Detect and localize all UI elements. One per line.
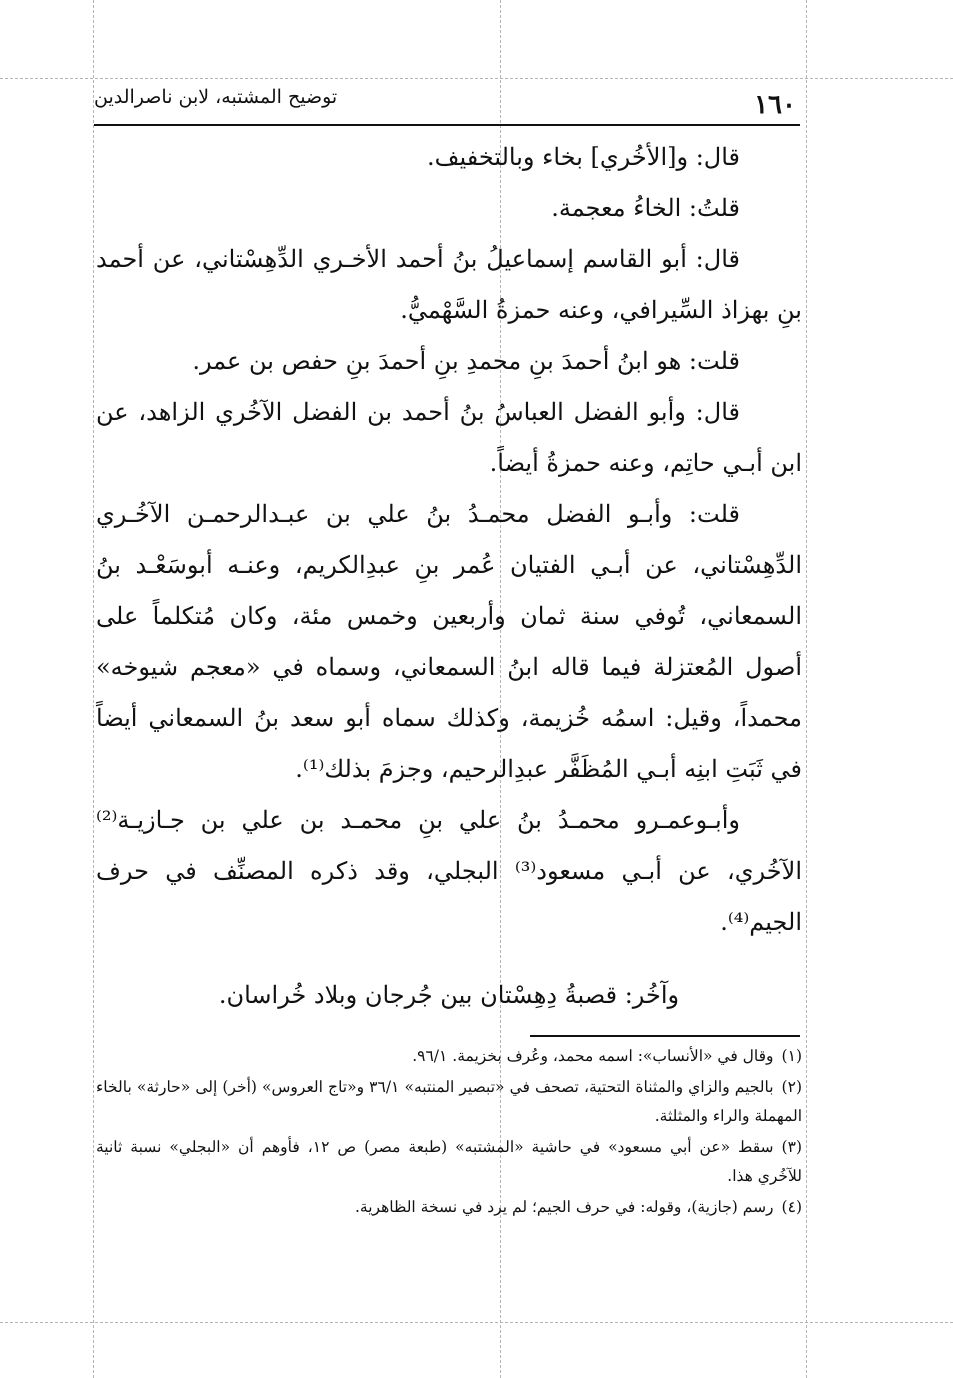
- main-text: [96, 132, 802, 1021]
- paragraph: وآخُر: قصبةُ دِهِسْتان بين جُرجان وبلاد خُراسان.: [218, 981, 680, 1009]
- paragraph: قلت: هو ابنُ أحمدَ بنِ محمدِ بنِ أحمدَ بنِ حفص بن عمر.: [192, 347, 740, 375]
- footnote: [96, 1133, 802, 1191]
- running-title: توضيح المشتبه، لابن ناصرالدين: [94, 86, 338, 108]
- footnote: [96, 1042, 802, 1071]
- footnote: [96, 1193, 802, 1222]
- paragraph: قال: أبو القاسم إسماعيلُ بنُ أحمد الأخـري الدِّهِسْتاني، عن أحمد بنِ بهزاذ السِّيرافي، وعنه حمزةُ السَّهْميُّ.: [96, 245, 802, 324]
- footnote-number: (١): [781, 1047, 802, 1065]
- footnote-text: وقال في «الأنساب»: اسمه محمد، وعُرف بخزيمة. ٩٦/١.: [412, 1047, 774, 1065]
- paragraph: قلت: وأبـو الفضل محمـدُ بنُ علي بن عبـدالرحمـن الآخُـري الدِّهِسْتاني، عن أبـي الفتيان عُمر بنِ عبدِالكريم، وعنـه أبوسَعْـد بنُ السمعاني، تُوفي سنة ثمان وأربعين وخمس مئة، وكان مُتكلماً على أصول المُعتزلة فيما قاله ابنُ السمعاني، وسماه في «معجم شيوخه» محمداً، وقيل: اسمُه خُزيمة، وكذلك سماه أبو سعد بنُ السمعاني أيضاً في ثَبَتِ ابنِه أبـي المُظَفَّر عبدِالرحيم، وجزمَ بذلك⁽¹⁾.: [96, 500, 802, 783]
- footnote-text: بالجيم والزاي والمثناة التحتية، تصحف في «تبصير المنتبه» ٣٦/١ و«تاج العروس» (أخر) إلى «حارثة» بالخاء المهملة والراء والمثلثة.: [96, 1078, 802, 1125]
- footnote-separator: [530, 1035, 800, 1037]
- paragraph: وأبـوعمـرو محمـدُ بنُ علي بنِ محمـد بن علي بن جـازيـة⁽²⁾ الآخُري، عن أبـي مسعود⁽³⁾ البجلي، وقد ذكره المصنِّف في حرف الجيم⁽⁴⁾.: [96, 806, 802, 936]
- paragraph: قال: و[الأخُري] بخاء وبالتخفيف.: [427, 143, 740, 171]
- footnote-text: رسم (جازية)، وقوله: في حرف الجيم؛ لم يرد في نسخة الظاهرية.: [355, 1198, 774, 1216]
- footnote-number: (٢): [781, 1078, 802, 1096]
- footnote-text: سقط «عن أبي مسعود» في حاشية «المشتبه» (طبعة مصر) ص ١٢، فأوهم أن «البجلي» نسبة ثانية للآخُري هذا.: [96, 1138, 802, 1185]
- footnotes: [96, 1042, 802, 1224]
- paragraph: قال: وأبو الفضل العباسُ بنُ أحمد بن الفضل الآخُري الزاهد، عن ابن أبـي حاتِم، وعنه حمزةُ أيضاً.: [96, 398, 802, 477]
- guide-line: [93, 0, 94, 1378]
- footnote-number: (٣): [781, 1138, 802, 1156]
- paragraph: قلتُ: الخاءُ معجمة.: [551, 194, 740, 222]
- guide-line: [0, 78, 953, 79]
- footnote-number: (٤): [781, 1198, 802, 1216]
- footnote: [96, 1073, 802, 1131]
- guide-line: [0, 1322, 953, 1323]
- page-header: [94, 80, 800, 126]
- guide-line: [806, 0, 807, 1378]
- page-number: ١٦٠: [754, 90, 796, 120]
